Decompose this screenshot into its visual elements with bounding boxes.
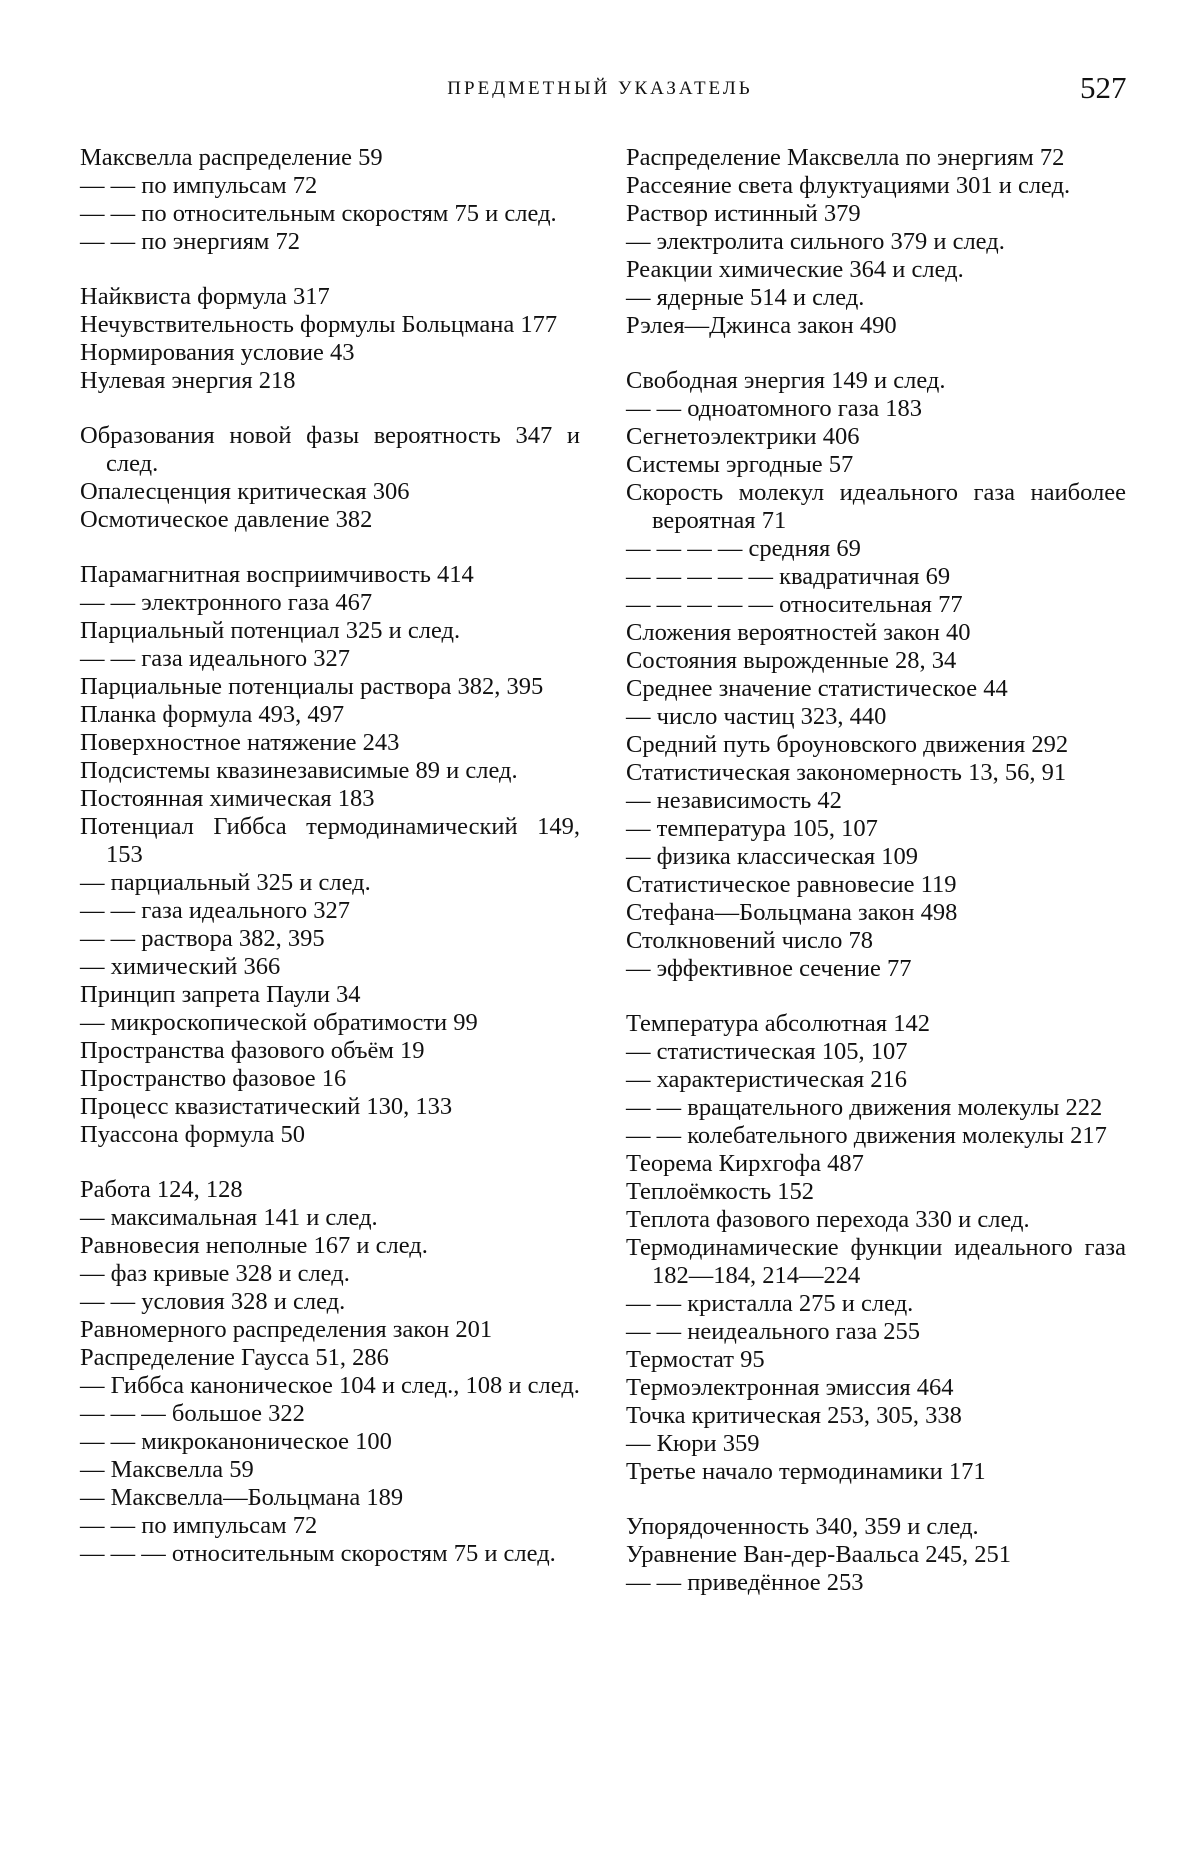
index-entry: Распределение Гаусса 51, 286 [80,1344,389,1371]
index-entry: Термодинамические функции идеального газа 182—184, 214—224 [626,1234,1126,1289]
index-entry: Уравнение Ван-дер-Ваальса 245, 251 [626,1541,1011,1568]
index-entry: Нормирования условие 43 [80,339,355,366]
index-entry: Статистическое равновесие 119 [626,871,957,898]
index-column-left [80,144,580,1568]
index-entry: — — колебательного движения молекулы 217 [626,1122,1107,1149]
index-entry: Упорядоченность 340, 359 и след. [626,1513,979,1540]
index-entry: — — по энергиям 72 [80,228,301,255]
index-entry: Работа 124, 128 [80,1176,243,1203]
index-entry: Статистическая закономерность 13, 56, 91 [626,759,1067,786]
index-entry: Осмотическое давление 382 [80,506,373,533]
index-entry: Температура абсолютная 142 [626,1010,930,1037]
index-entry: Термостат 95 [626,1346,765,1373]
index-entry: — — условия 328 и след. [80,1288,346,1315]
index-column-right [626,144,1126,1597]
index-entry: — Максвелла 59 [80,1456,254,1483]
index-entry: Среднее значение статистическое 44 [626,675,1008,702]
index-entry: — фаз кривые 328 и след. [80,1260,350,1287]
index-entry: Максвелла распределение 59 [80,144,383,171]
index-entry: Теплоёмкость 152 [626,1178,815,1205]
index-entry: — микроскопической обратимости 99 [80,1009,478,1036]
index-entry: — — — — — квадратичная 69 [626,563,951,590]
index-entry: — — по импульсам 72 [80,1512,318,1539]
index-entry: — химический 366 [80,953,281,980]
index-entry: Скорость молекул идеального газа наиболее вероятная 71 [626,479,1126,534]
index-entry: — физика классическая 109 [626,843,919,870]
index-entry: Подсистемы квазинезависимые 89 и след. [80,757,518,784]
index-entry: — Кюри 359 [626,1430,760,1457]
index-entry: Потенциал Гиббса термодинамический 149, 153 [80,813,580,868]
index-entry: — — вращательного движения молекулы 222 [626,1094,1103,1121]
index-entry: Свободная энергия 149 и след. [626,367,946,394]
index-entry: Нулевая энергия 218 [80,367,296,394]
index-entry: — — раствора 382, 395 [80,925,325,952]
index-entry: — — газа идеального 327 [80,645,351,672]
index-entry: Точка критическая 253, 305, 338 [626,1402,962,1429]
index-entry: Пространство фазовое 16 [80,1065,347,1092]
index-entry: Принцип запрета Паули 34 [80,981,361,1008]
index-entry: Найквиста формула 317 [80,283,330,310]
index-entry: Третье начало термодинамики 171 [626,1458,986,1485]
index-entry: Раствор истинный 379 [626,200,861,227]
index-entry: — — — — — относительная 77 [626,591,963,618]
index-entry: Средний путь броуновского движения 292 [626,731,1069,758]
index-entry: Поверхностное натяжение 243 [80,729,400,756]
index-entry: — — — большое 322 [80,1400,305,1427]
index-entry: — Гиббса каноническое 104 и след., 108 и след. [80,1372,580,1399]
index-entry: Рэлея—Джинса закон 490 [626,312,897,339]
index-entry: — — микроканоническое 100 [80,1428,392,1455]
index-entry: Системы эргодные 57 [626,451,854,478]
index-entry: Реакции химические 364 и след. [626,256,964,283]
index-entry: — — — относительным скоростям 75 и след. [80,1540,556,1567]
index-entry: Равновесия неполные 167 и след. [80,1232,428,1259]
index-entry: Равномерного распределения закон 201 [80,1316,493,1343]
index-entry: — число частиц 323, 440 [626,703,887,730]
index-entry: Распределение Максвелла по энергиям 72 [626,144,1065,171]
index-entry: — — приведённое 253 [626,1569,864,1596]
index-entry: — температура 105, 107 [626,815,878,842]
index-entry: — — одноатомного газа 183 [626,395,923,422]
index-entry: Теплота фазового перехода 330 и след. [626,1206,1030,1233]
index-entry: — ядерные 514 и след. [626,284,865,311]
index-entry: — независимость 42 [626,787,842,814]
index-entry: Постоянная химическая 183 [80,785,375,812]
index-entry: — — электронного газа 467 [80,589,373,616]
index-entry: — максимальная 141 и след. [80,1204,378,1231]
index-entry: — статистическая 105, 107 [626,1038,908,1065]
index-entry: — — неидеального газа 255 [626,1318,920,1345]
index-entry: Термоэлектронная эмиссия 464 [626,1374,954,1401]
index-entry: Сегнетоэлектрики 406 [626,423,860,450]
index-entry: Пространства фазового объём 19 [80,1037,425,1064]
index-entry: Нечувствительность формулы Больцмана 177 [80,311,558,338]
index-entry: — — — — средняя 69 [626,535,861,562]
index-entry: Парциальный потенциал 325 и след. [80,617,461,644]
index-entry: Теорема Кирхгофа 487 [626,1150,864,1177]
index-entry: — парциальный 325 и след. [80,869,371,896]
index-entry: — — газа идеального 327 [80,897,351,924]
index-entry: Образования новой фазы вероятность 347 и след. [80,422,580,477]
index-entry: — электролита сильного 379 и след. [626,228,1005,255]
index-entry: Планка формула 493, 497 [80,701,345,728]
index-entry: Пуассона формула 50 [80,1121,306,1148]
index-entry: — Максвелла—Больцмана 189 [80,1484,404,1511]
page-number: 527 [1080,70,1127,105]
index-entry: Парциальные потенциалы раствора 382, 395 [80,673,544,700]
index-entry: Рассеяние света флуктуациями 301 и след. [626,172,1071,199]
index-entry: — — по импульсам 72 [80,172,318,199]
running-title: ПРЕДМЕТНЫЙ УКАЗАТЕЛЬ [447,78,753,99]
index-entry: Опалесценция критическая 306 [80,478,410,505]
index-entry: — характеристическая 216 [626,1066,907,1093]
index-entry: — эффективное сечение 77 [626,955,912,982]
index-entry: Процесс квазистатический 130, 133 [80,1093,453,1120]
index-entry: — — кристалла 275 и след. [626,1290,914,1317]
index-entry: Стефана—Больцмана закон 498 [626,899,958,926]
index-entry: — — по относительным скоростям 75 и след. [80,200,557,227]
index-entry: Столкновений число 78 [626,927,873,954]
index-entry: Сложения вероятностей закон 40 [626,619,971,646]
index-entry: Парамагнитная восприимчивость 414 [80,561,474,588]
index-entry: Состояния вырожденные 28, 34 [626,647,957,674]
